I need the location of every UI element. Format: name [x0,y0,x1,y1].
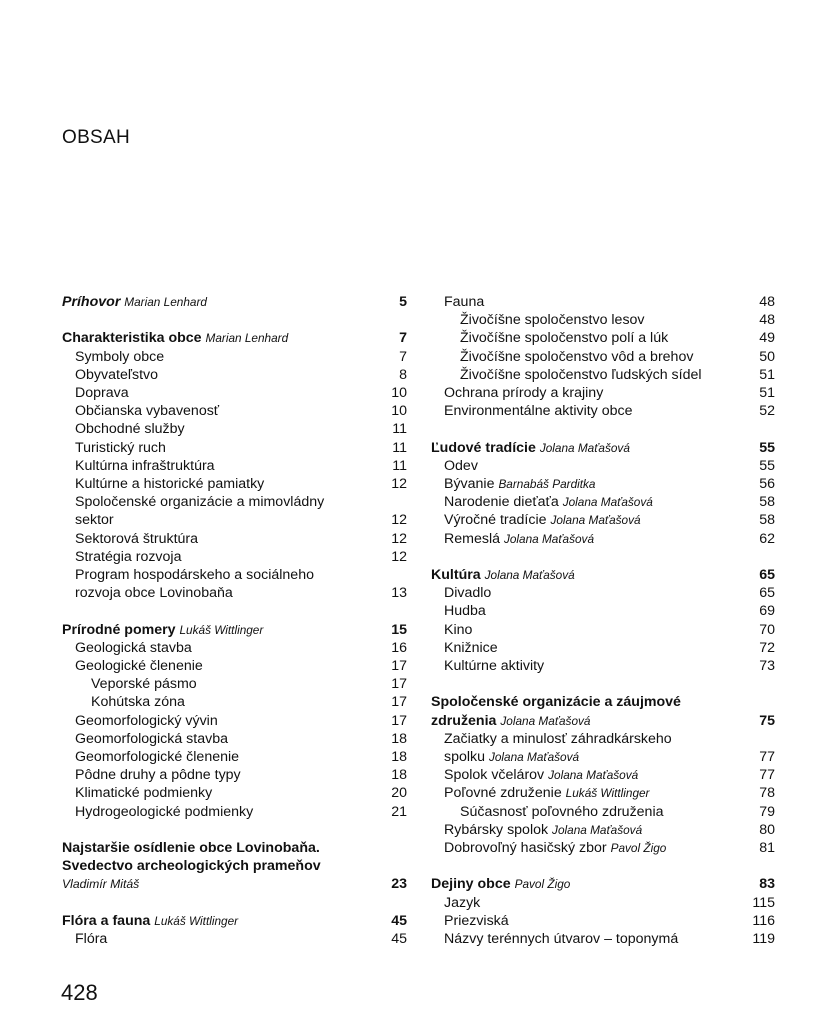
toc-entry-text [444,639,747,657]
toc-entry-title: Spolok včelárov [444,767,545,784]
toc-entry-text [75,530,379,548]
toc-page-number: 20 [391,785,407,802]
section-spacer [62,894,407,912]
toc-page-number: 73 [759,658,775,675]
toc-entry-title: Výročné tradície [444,512,547,529]
toc-entry-author: Pavol Žigo [514,877,571,892]
toc-entry-text [75,566,379,584]
toc-entry-text [444,839,747,857]
toc-entry [62,730,407,748]
toc-entry-author: Jolana Maťašová [488,750,580,765]
toc-section-entry [431,693,775,711]
toc-entry [62,639,407,657]
toc-page-number: 58 [759,494,775,511]
toc-entry-text [91,675,379,693]
toc-entry-title: Flóra a fauna [62,912,151,929]
toc-entry-title: Kino [444,621,473,638]
toc-entry [431,348,775,366]
toc-entry-text [75,439,379,457]
toc-entry-text [444,784,747,802]
toc-entry [431,748,775,766]
toc-page-number: 78 [759,785,775,802]
toc-entry [431,530,775,548]
toc-entry-author: Barnabáš Parditka [498,477,596,492]
toc-entry-title: Doprava [75,385,129,401]
toc-entry [62,930,407,948]
page-number: 428 [61,980,98,1005]
toc-entry [62,493,407,511]
toc-entry [431,621,775,639]
toc-entry-text [431,875,747,893]
toc-entry [431,311,775,329]
toc-entry-text [62,839,379,857]
toc-entry [431,839,775,857]
toc-entry-text [75,930,379,948]
toc-page-number: 18 [391,749,407,766]
toc-entry-title: Flóra [75,931,108,948]
toc-entry-author: Pavol Žigo [610,841,667,856]
toc-entry [62,530,407,548]
toc-entry [431,803,775,821]
toc-page-number: 80 [759,821,775,838]
toc-entry [62,366,407,384]
toc-entry-text [460,803,747,821]
toc-entry [62,748,407,766]
toc-entry-author: Jolana Maťašová [562,495,653,510]
toc-entry-title: Názvy terénnych útvarov – toponymá [444,931,679,948]
toc-entry-text [75,384,379,402]
toc-entry-text [62,857,379,875]
contents-heading: OBSAH [62,127,131,148]
toc-entry-text [75,420,379,438]
toc-entry-text [444,457,747,475]
toc-page-number: 70 [759,621,775,638]
toc-right-column [431,293,775,948]
toc-entry-title: Knižnice [444,639,498,656]
toc-entry-title: Turistický ruch [75,439,166,456]
toc-page-number: 79 [759,803,775,820]
toc-entry-text [62,875,379,893]
toc-entry-title: Geomorfologické členenie [75,749,240,766]
toc-page-number: 58 [759,512,775,529]
toc-entry-text [444,475,747,493]
toc-entry [431,366,775,384]
toc-page-number: 12 [391,530,407,547]
toc-section-entry [62,293,407,311]
toc-entry [62,457,407,475]
toc-entry [62,584,407,602]
toc-entry-text [62,329,379,347]
toc-page-number: 11 [392,457,407,474]
toc-entry-author: Jolana Maťašová [500,713,591,728]
toc-entry-text [444,912,747,930]
toc-page-number: 7 [399,330,407,347]
toc-entry [62,693,407,711]
toc-entry-text [444,621,747,639]
toc-entry-text [75,639,379,657]
toc-entry-text [460,348,747,366]
toc-entry-text [444,511,747,529]
toc-entry [431,475,775,493]
toc-entry-text [75,493,379,511]
toc-entry-text [444,894,747,912]
toc-entry-text [75,657,379,675]
toc-page-number: 55 [759,439,775,456]
toc-entry [62,511,407,529]
toc-entry-text [75,402,379,420]
toc-entry-text [460,311,747,329]
toc-page-number: 115 [752,894,775,911]
section-spacer [62,311,407,329]
toc-entry-text [444,930,747,948]
toc-entry-title: Súčasnosť poľovného združenia [460,803,664,820]
toc-entry-title: Divadlo [444,585,492,602]
toc-entry-author: Jolana Maťašová [552,822,643,837]
toc-entry-title: Fauna [444,294,485,310]
toc-entry-title: Narodenie dieťaťa [444,494,559,511]
toc-page-number: 45 [391,912,407,929]
toc-section-entry [62,621,407,639]
toc-entry [62,766,407,784]
toc-entry [431,766,775,784]
toc-entry-text [75,712,379,730]
toc-entry-title: spolku [444,749,486,766]
toc-page-number: 75 [759,712,775,729]
toc-entry-author: Marian Lenhard [205,331,289,346]
toc-page-number: 83 [759,876,775,893]
toc-entry-title: Bývanie [444,476,495,493]
toc-entry [431,912,775,930]
toc-entry [431,293,775,311]
toc-entry-title: Klimatické podmienky [75,785,213,802]
toc-entry-title: Začiatky a minulosť záhradkárskeho [444,730,672,747]
toc-entry-title: Symboly obce [75,348,165,365]
toc-entry-title: Kultúrne a historické pamiatky [75,476,265,493]
toc-entry-title: Hudba [444,603,486,620]
toc-page-number: 23 [391,876,407,893]
toc-entry-title: Environmentálne aktivity obce [444,403,633,420]
toc-page-number: 15 [391,621,407,638]
toc-entry [431,730,775,748]
toc-section-entry [431,712,775,730]
toc-entry [431,457,775,475]
toc-entry-text [444,821,747,839]
toc-page-number: 18 [391,730,407,747]
toc-entry [431,602,775,620]
toc-page-number: 16 [391,639,407,656]
toc-entry-text [444,602,747,620]
toc-entry-title: Program hospodárskeho a sociálneho [75,567,314,584]
toc-entry [62,384,407,402]
toc-entry-text [444,402,747,420]
toc-entry-text [444,493,747,511]
toc-entry-title: sektor [75,512,114,529]
toc-page-number: 10 [391,403,407,420]
toc-entry-title: Príhovor [62,294,121,310]
toc-entry-title: Živočíšne spoločenstvo vôd a brehov [460,348,694,365]
toc-entry-text [431,693,747,711]
toc-page-number: 77 [759,749,775,766]
toc-section-entry [62,875,407,893]
toc-page-number: 55 [759,457,775,474]
toc-section-entry [431,566,775,584]
section-spacer [62,821,407,839]
toc-entry-text [431,566,747,584]
toc-entry-title: Dobrovoľný hasičský zbor [444,840,607,857]
toc-entry-text [75,548,379,566]
section-spacer [431,675,775,693]
toc-entry-author: Lukáš Wittlinger [179,622,264,637]
toc-entry-title: Ľudové tradície [431,439,536,456]
toc-page-number: 17 [391,712,407,729]
toc-page-number: 56 [759,476,775,493]
toc-entry-title: Prírodné pomery [62,621,176,638]
toc-page-number: 17 [391,694,407,711]
toc-entry-title: Geomorfologická stavba [75,730,228,747]
toc-entry-text [444,657,747,675]
toc-section-entry [62,329,407,347]
toc-entry [431,821,775,839]
toc-page-number: 50 [759,348,775,365]
toc-page-number: 77 [759,767,775,784]
toc-entry [431,784,775,802]
toc-entry-title: Živočíšne spoločenstvo polí a lúk [460,330,669,347]
toc-entry-text [460,366,747,384]
toc-entry-text [444,530,747,548]
toc-entry-text [75,803,379,821]
toc-entry-title: Poľovné združenie [444,785,562,802]
toc-entry-text [431,712,747,730]
toc-page-number: 18 [391,767,407,784]
toc-entry-text [444,730,747,748]
toc-page-number: 5 [399,294,407,310]
toc-entry-title: Rybársky spolok [444,821,549,838]
toc-page-number: 81 [759,840,775,857]
toc-entry-text [75,784,379,802]
toc-page-number: 65 [759,585,775,602]
toc-entry-author: Lukáš Wittlinger [565,786,650,801]
toc-entry [62,475,407,493]
toc-entry-text [431,439,747,457]
section-spacer [431,857,775,875]
toc-entry [431,639,775,657]
toc-page-number: 12 [391,512,407,529]
toc-entry [62,548,407,566]
toc-entry-title: Geologická stavba [75,639,192,656]
toc-entry [62,348,407,366]
toc-page-number: 49 [759,330,775,347]
toc-page-number: 10 [391,385,407,401]
toc-page-number: 17 [391,658,407,675]
toc-page-number: 48 [759,312,775,329]
toc-entry-text [75,348,379,366]
toc-entry-text [444,293,747,311]
toc-entry-author: Jolana Maťašová [503,531,595,546]
toc-entry-title: Ochrana prírody a krajiny [444,385,604,402]
toc-entry-text [460,329,747,347]
section-spacer [431,420,775,438]
toc-entry-author: Marian Lenhard [124,295,207,309]
toc-entry-title: Pôdne druhy a pôdne typy [75,767,241,784]
toc-entry-title: Kultúrne aktivity [444,658,545,675]
toc-entry-author: Lukáš Wittlinger [154,913,239,928]
toc-entry-title: Geomorfologický vývin [75,712,218,729]
toc-page-number: 17 [391,676,407,693]
toc-entry-title: Remeslá [444,530,500,547]
toc-entry-title: Obyvateľstvo [75,366,158,383]
toc-entry-text [62,912,379,930]
toc-page-number: 65 [759,567,775,584]
toc-entry-title: Živočíšne spoločenstvo ľudských sídel [460,366,702,383]
toc-entry-text [444,584,747,602]
section-spacer [62,602,407,620]
toc-entry [62,420,407,438]
toc-entry [431,584,775,602]
toc-page-number: 8 [399,366,407,383]
toc-entry-title: Odev [444,457,478,474]
toc-entry-title: Charakteristika obce [62,330,202,347]
toc-entry-text [444,384,747,402]
toc-entry-text [75,511,379,529]
toc-page-number: 52 [759,403,775,420]
toc-entry-text [62,621,379,639]
toc-page-number: 12 [391,476,407,493]
toc-entry [62,712,407,730]
toc-entry [431,894,775,912]
toc-entry [62,439,407,457]
toc-page-number: 116 [752,912,775,929]
toc-entry-text [75,366,379,384]
toc-page-number: 72 [759,639,775,656]
toc-entry [431,402,775,420]
toc-entry-title: Kultúra [431,567,481,584]
toc-entry [431,493,775,511]
toc-entry-title: Najstaršie osídlenie obce Lovinobaňa. [62,840,320,857]
toc-entry-title: rozvoja obce Lovinobaňa [75,585,233,602]
toc-entry-title: Svedectvo archeologických prameňov [62,858,321,875]
toc-entry-title: Hydrogeologické podmienky [75,803,254,820]
toc-entry-title: Veporské pásmo [91,676,197,693]
toc-entry-text [444,766,747,784]
toc-entry-text [75,748,379,766]
toc-entry-author: Jolana Maťašová [548,768,639,783]
toc-page-number: 7 [399,348,407,365]
toc-entry [62,675,407,693]
toc-entry-title: Kohútska zóna [91,694,185,711]
toc-entry-text [75,475,379,493]
toc-entry [431,384,775,402]
toc-entry-text [62,293,379,311]
toc-entry-title: Občianska vybavenosť [75,403,220,420]
toc-entry-text [444,748,747,766]
toc-page-number: 48 [759,294,775,310]
toc-entry-text [75,457,379,475]
toc-page-number: 51 [759,385,775,402]
toc-entry-author: Vladimír Mitáš [62,877,140,892]
toc-entry [431,930,775,948]
toc-entry-title: Jazyk [444,894,481,911]
toc-section-entry [62,839,407,857]
toc-entry-title: Živočíšne spoločenstvo lesov [460,312,645,329]
toc-entry-title: Sektorová štruktúra [75,530,199,547]
toc-page-number: 119 [752,931,775,948]
toc-page-number: 11 [392,421,407,438]
toc-page-number: 21 [391,803,407,820]
toc-entry-title: Geologické členenie [75,658,203,675]
toc-entry [62,402,407,420]
toc-entry-author: Jolana Maťašová [539,440,630,455]
toc-entry-title: združenia [431,712,497,729]
toc-page-number: 12 [391,548,407,565]
toc-section-entry [431,875,775,893]
toc-entry-title: Kultúrna infraštruktúra [75,457,215,474]
toc-entry [431,657,775,675]
toc-page-number: 62 [759,530,775,547]
toc-entry [431,511,775,529]
toc-entry-title: Obchodné služby [75,421,185,438]
toc-page-number: 45 [391,931,407,948]
toc-entry-title: Stratégia rozvoja [75,548,182,565]
toc-entry-title: Spoločenské organizácie a mimovládny [75,494,325,511]
toc-page-number: 13 [391,585,407,602]
toc-section-entry [431,439,775,457]
toc-entry [62,803,407,821]
toc-entry-author: Jolana Maťašová [484,568,575,583]
toc-entry-text [75,730,379,748]
toc-entry-text [91,693,379,711]
toc-entry-title: Spoločenské organizácie a záujmové [431,694,681,711]
toc-entry-text [75,766,379,784]
toc-page-number: 11 [392,439,407,456]
toc-entry [62,657,407,675]
toc-entry-title: Priezviská [444,912,509,929]
section-spacer [431,548,775,566]
toc-entry [62,566,407,584]
toc-entry [62,784,407,802]
toc-left-column [62,293,407,948]
toc-entry [431,329,775,347]
toc-entry-author: Jolana Maťašová [550,513,641,528]
toc-section-entry [62,857,407,875]
toc-page-number: 69 [759,603,775,620]
toc-entry-text [75,584,379,602]
toc-page-number: 51 [759,366,775,383]
toc-section-entry [62,912,407,930]
toc-entry-title: Dejiny obce [431,876,511,893]
